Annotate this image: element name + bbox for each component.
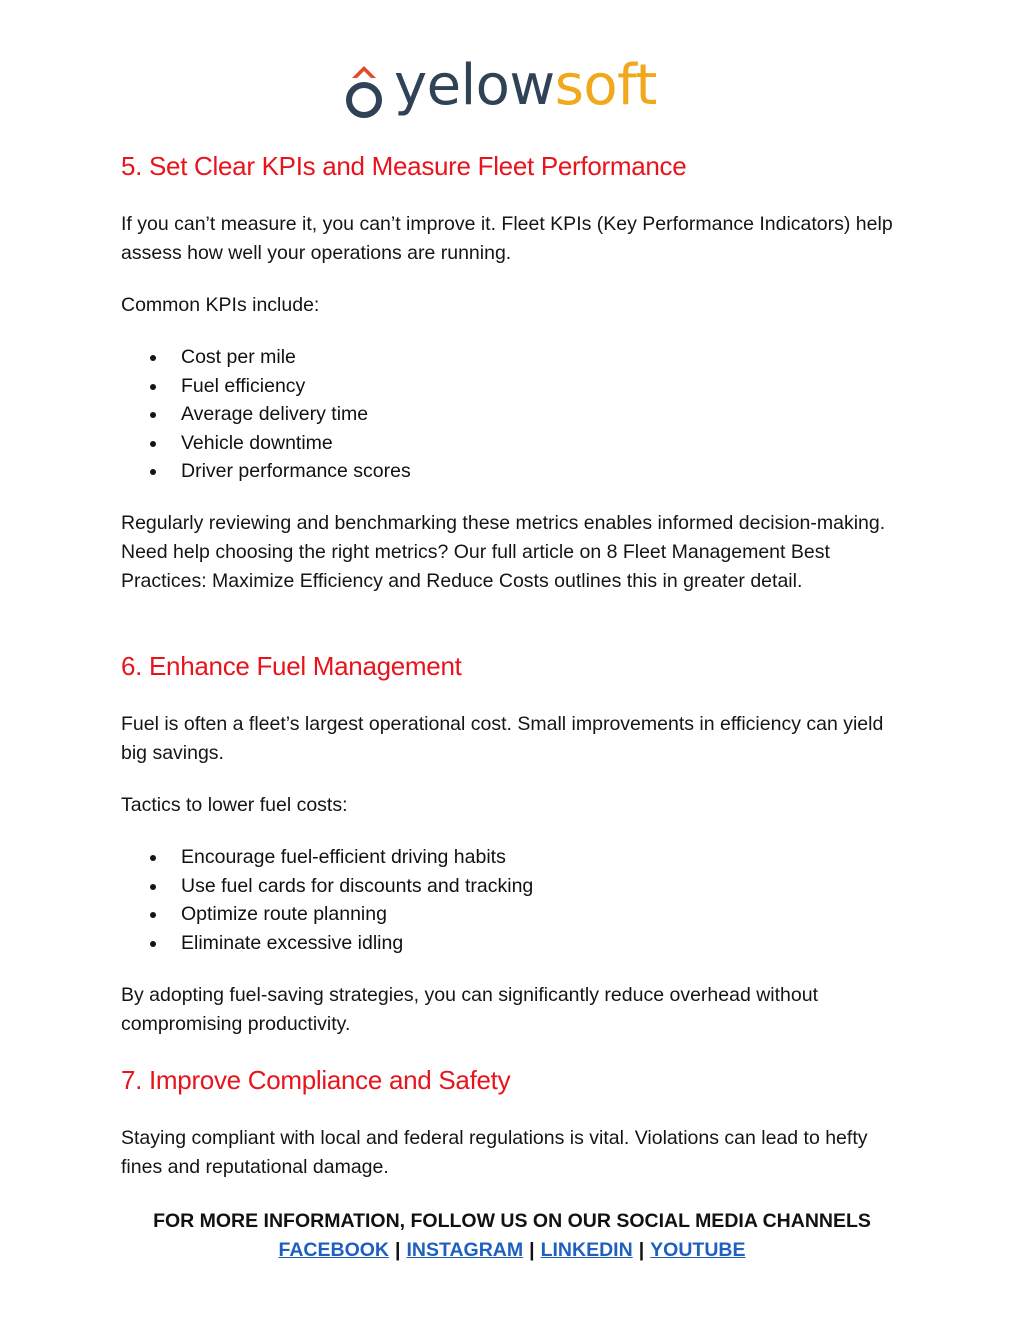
- list-item: Encourage fuel-efficient driving habits: [121, 843, 533, 872]
- facebook-link[interactable]: FACEBOOK: [278, 1239, 390, 1261]
- linkedin-link[interactable]: LINKEDIN: [540, 1239, 633, 1261]
- logo-wordmark: yelowsoft: [394, 53, 657, 118]
- section-heading-kpis: 5. Set Clear KPIs and Measure Fleet Performance: [121, 151, 687, 181]
- section-closing-kpis: Regularly reviewing and benchmarking these metrics enables informed decision-making. Need help choosing the right metrics? Our full article on 8 Fleet Management Best Practices: Maximize Efficiency and Reduce Costs outlines this in greater detail.: [121, 512, 886, 592]
- section-heading-fuel: 6. Enhance Fuel Management: [121, 651, 462, 681]
- youtube-link[interactable]: YOUTUBE: [650, 1239, 746, 1261]
- section-heading-compliance: 7. Improve Compliance and Safety: [121, 1065, 511, 1095]
- kpi-list: [121, 343, 411, 486]
- separator: |: [529, 1239, 535, 1261]
- list-item: Cost per mile: [121, 343, 411, 372]
- list-item: Optimize route planning: [121, 900, 533, 929]
- list-item: Average delivery time: [121, 400, 411, 429]
- section-closing-fuel: By adopting fuel-saving strategies, you can significantly reduce overhead without compromising productivity.: [121, 984, 818, 1035]
- list-item: Vehicle downtime: [121, 429, 411, 458]
- fuel-tactics-list: [121, 843, 533, 957]
- list-item: Eliminate excessive idling: [121, 929, 533, 958]
- list-item: Fuel efficiency: [121, 372, 411, 401]
- footer: [0, 1207, 1024, 1265]
- list-item: Driver performance scores: [121, 457, 411, 486]
- list-intro-kpis: Common KPIs include:: [121, 294, 320, 316]
- section-intro-fuel: Fuel is often a fleet’s largest operational cost. Small improvements in efficiency can yield big savings.: [121, 713, 884, 764]
- separator: |: [395, 1239, 401, 1261]
- instagram-link[interactable]: INSTAGRAM: [406, 1239, 524, 1261]
- section-intro-compliance: Staying compliant with local and federal regulations is vital. Violations can lead to hefty fines and reputational damage.: [121, 1127, 868, 1178]
- list-item: Use fuel cards for discounts and tracking: [121, 872, 533, 901]
- separator: |: [638, 1239, 645, 1261]
- yelowsoft-logo: [344, 53, 680, 128]
- footer-title: FOR MORE INFORMATION, FOLLOW US ON OUR SOCIAL MEDIA CHANNELS: [153, 1210, 871, 1232]
- social-links: [0, 1236, 1024, 1265]
- section-intro-kpis: If you can’t measure it, you can’t improve it. Fleet KPIs (Key Performance Indicators) help assess how well your operations are running.: [121, 213, 893, 264]
- logo-mark-icon: [344, 60, 384, 120]
- list-intro-fuel: Tactics to lower fuel costs:: [121, 794, 348, 816]
